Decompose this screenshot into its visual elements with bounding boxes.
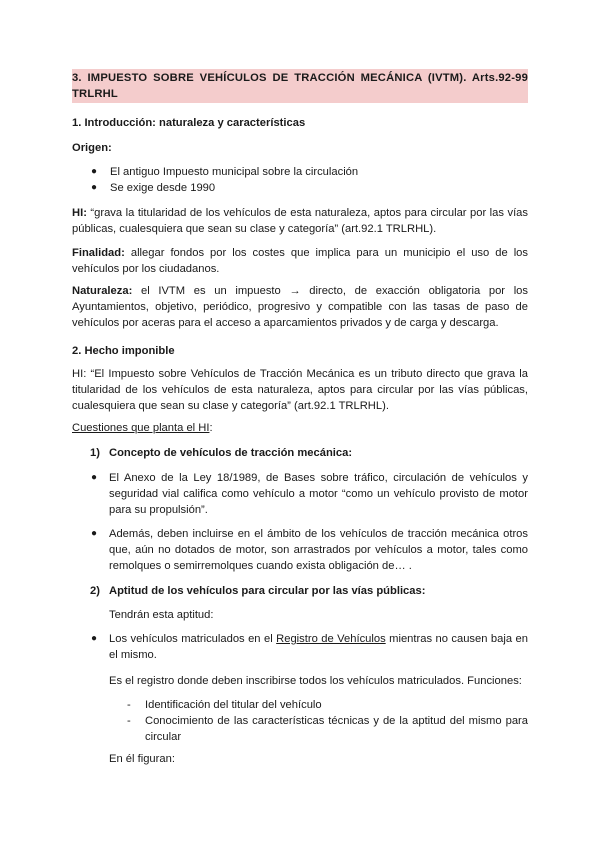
question-1-number: 1) <box>90 447 100 459</box>
q2-item-1: Los vehículos matriculados en el Registro de Vehículos mientras no causen baja en el mismo. <box>109 633 528 661</box>
section-1-heading: 1. Introducción: naturaleza y características <box>72 117 306 129</box>
bullet-icon: ● <box>91 166 98 177</box>
hi-text: “grava la titularidad de los vehículos de esta naturaleza, aptos para circular por las vías públicas, cualesquiera que sean su clase y categoría” (art.92.1 TRLRHL). <box>72 207 528 235</box>
naturaleza-paragraph <box>72 283 528 331</box>
finalidad-text: allegar fondos por los costes que implica para un municipio el uso de los vehículos por los ciudadanos. <box>72 247 528 275</box>
bullet-icon: ● <box>91 472 98 483</box>
q2-intro: Tendrán esta aptitud: <box>109 609 214 621</box>
bullet-icon: ● <box>91 633 98 644</box>
naturaleza-label: Naturaleza: <box>72 285 133 297</box>
document-title: 3. IMPUESTO SOBRE VEHÍCULOS DE TRACCIÓN MECÁNICA (IVTM). Arts.92-99 TRLRHL <box>72 72 528 100</box>
dash-marker: - <box>127 699 131 711</box>
en-el-figuran: En él figuran: <box>109 753 175 765</box>
registro-vehiculos-link: Registro de Vehículos <box>276 633 386 645</box>
finalidad-paragraph <box>72 245 528 277</box>
funcion-item-2: Conocimiento de las características técnicas y de la aptitud del mismo para circular <box>145 715 528 743</box>
cuestiones-line: Cuestiones que planta el HI: <box>72 422 213 434</box>
q1-item-1: El Anexo de la Ley 18/1989, de Bases sobre tráfico, circulación de vehículos y seguridad vial califica como vehículo a motor “como un vehículo provisto de motor para su propulsión”. <box>109 472 528 516</box>
funcion-item-1: Identificación del titular del vehículo <box>145 699 322 711</box>
hi-paragraph <box>72 205 528 237</box>
question-2-number: 2) <box>90 585 100 597</box>
hecho-imponible-intro: HI: “El Impuesto sobre Vehículos de Tracción Mecánica es un tributo directo que grava la titularidad de los vehículos de esta naturaleza, aptos para circular por las vías públicas, cualesquiera que sean su clase y categoría” (art.92.1 TRLRHL). <box>72 368 528 412</box>
q1-item-2: Además, deben incluirse en el ámbito de los vehículos de tracción mecánica otros que, aún no dotados de motor, son arrastrados por vehículos a motor, tales como remolques o semirremolques cuando exista obligación de… . <box>109 528 528 572</box>
bullet-icon: ● <box>91 528 98 539</box>
bullet-icon: ● <box>91 182 98 193</box>
origen-item-1: El antiguo Impuesto municipal sobre la circulación <box>110 166 359 178</box>
finalidad-label: Finalidad: <box>72 247 125 259</box>
question-2-heading: Aptitud de los vehículos para circular por las vías públicas: <box>109 585 426 597</box>
registro-description: Es el registro donde deben inscribirse todos los vehículos matriculados. Funciones: <box>109 675 522 687</box>
question-1-heading: Concepto de vehículos de tracción mecánica: <box>109 447 353 459</box>
naturaleza-text: el IVTM es un impuesto → directo, de exacción obligatoria por los Ayuntamientos, objetivo, periódico, progresivo y compatible con las tasas de paso de vehículos por aceras para el acceso a aparcamientos privados y de carga y descarga. <box>72 285 528 329</box>
dash-marker: - <box>127 715 131 727</box>
section-2-heading: 2. Hecho imponible <box>72 345 175 357</box>
origen-label: Origen: <box>72 142 112 154</box>
hi-label: HI: <box>72 207 87 219</box>
cuestiones-label: Cuestiones que planta el HI <box>72 422 210 434</box>
origen-item-2: Se exige desde 1990 <box>110 182 216 194</box>
